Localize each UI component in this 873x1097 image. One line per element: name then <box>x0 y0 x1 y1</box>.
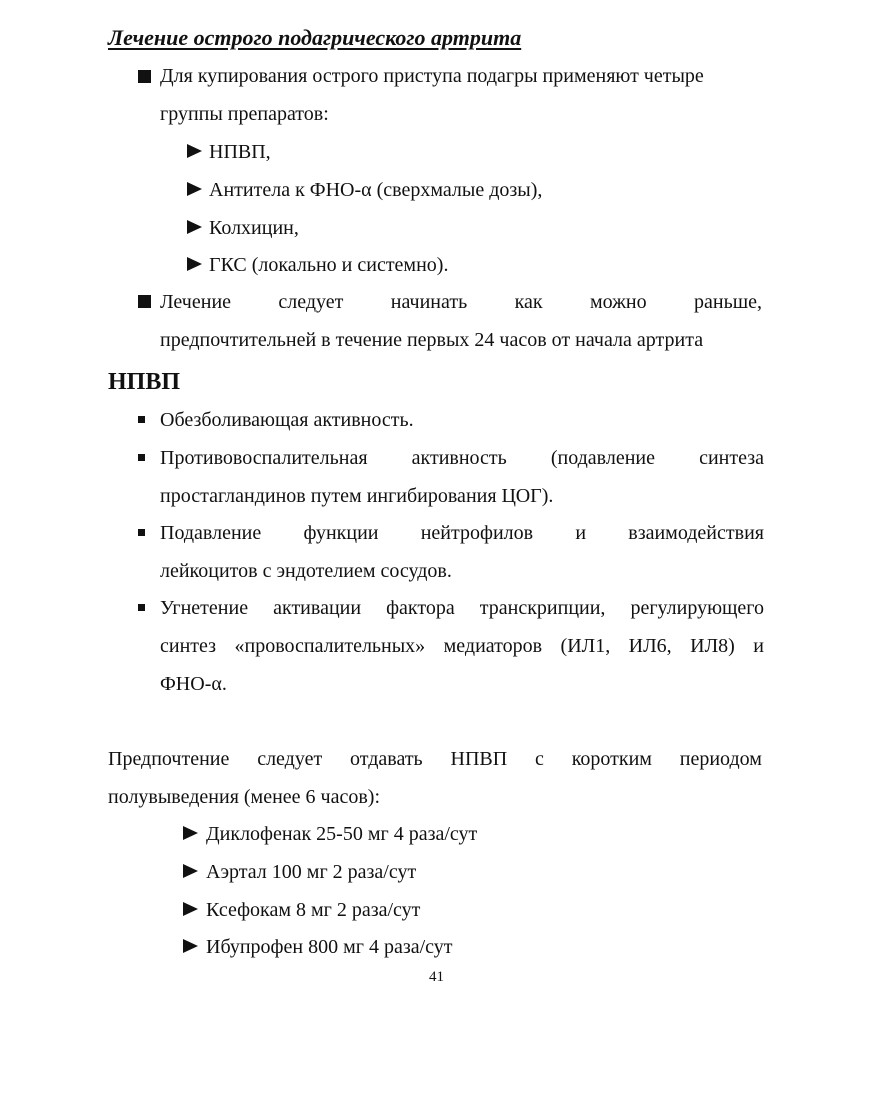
word: медиаторов <box>443 635 543 657</box>
paragraph-line: Для купирования острого приступа подагры применяют четыре <box>160 65 704 87</box>
word: синтез <box>160 635 217 657</box>
paragraph-line: Обезболивающая активность. <box>160 409 414 431</box>
paragraph-line: полувыведения (менее 6 часов): <box>108 786 381 808</box>
word: раньше, <box>694 291 762 313</box>
arrow-bullet-icon <box>187 182 202 196</box>
list-item: НПВП, <box>209 141 271 163</box>
justified-line <box>160 521 764 545</box>
word: следует <box>278 291 344 313</box>
justified-line <box>160 446 764 470</box>
paragraph-line: простагландинов путем ингибирования ЦОГ). <box>160 485 554 507</box>
word: транскрипции, <box>479 597 606 619</box>
drug-list-item: Ксефокам 8 мг 2 раза/сут <box>206 899 421 921</box>
word: отдавать <box>350 748 423 770</box>
justified-line <box>160 290 762 314</box>
word: НПВП <box>450 748 508 770</box>
paragraph-line: предпочтительней в течение первых 24 часов от начала артрита <box>160 329 704 351</box>
word: Противовоспалительная <box>160 447 368 469</box>
word: и <box>753 635 764 657</box>
word: Угнетение <box>160 597 249 619</box>
arrow-bullet-icon <box>187 144 202 158</box>
word: нейтрофилов <box>420 522 534 544</box>
word: активность <box>411 447 507 469</box>
square-bullet-icon <box>138 70 151 83</box>
word: как <box>514 291 543 313</box>
word: (подавление <box>550 447 656 469</box>
paragraph-line: ФНО-α. <box>160 673 227 695</box>
word: Лечение <box>160 291 232 313</box>
arrow-bullet-icon <box>187 257 202 271</box>
word: функции <box>303 522 379 544</box>
word: следует <box>257 748 323 770</box>
justified-line <box>160 634 764 658</box>
word: коротким <box>571 748 652 770</box>
justified-line <box>108 747 762 771</box>
page-number: 41 <box>429 969 444 985</box>
word: периодом <box>679 748 762 770</box>
word: можно <box>589 291 647 313</box>
word: ИЛ6, <box>628 635 672 657</box>
small-square-bullet-icon <box>138 604 145 611</box>
word: с <box>534 748 544 770</box>
arrow-bullet-icon <box>183 864 198 878</box>
word: регулирующего <box>630 597 764 619</box>
drug-list-item: Ибупрофен 800 мг 4 раза/сут <box>206 936 453 958</box>
small-square-bullet-icon <box>138 416 145 423</box>
paragraph-line: лейкоцитов с эндотелием сосудов. <box>160 560 452 582</box>
justified-line <box>160 596 764 620</box>
arrow-bullet-icon <box>187 220 202 234</box>
paragraph-line: группы препаратов: <box>160 103 329 125</box>
word: «провоспалительных» <box>234 635 426 657</box>
list-item: Антитела к ФНО-α (сверхмалые дозы), <box>209 179 543 201</box>
word: фактора <box>386 597 455 619</box>
word: активации <box>273 597 362 619</box>
word: ИЛ8) <box>690 635 735 657</box>
arrow-bullet-icon <box>183 826 198 840</box>
list-item: Колхицин, <box>209 217 299 239</box>
list-item: ГКС (локально и системно). <box>209 254 449 276</box>
word: (ИЛ1, <box>560 635 611 657</box>
drug-list-item: Диклофенак 25-50 мг 4 раза/сут <box>206 823 478 845</box>
square-bullet-icon <box>138 295 151 308</box>
arrow-bullet-icon <box>183 902 198 916</box>
word: начинать <box>390 291 468 313</box>
word: синтеза <box>699 447 764 469</box>
section-heading: НПВП <box>108 369 181 395</box>
word: взаимодействия <box>628 522 764 544</box>
small-square-bullet-icon <box>138 529 145 536</box>
page-title: Лечение острого подагрического артрита <box>108 25 522 50</box>
drug-list-item: Аэртал 100 мг 2 раза/сут <box>206 861 417 883</box>
word: Предпочтение <box>108 748 230 770</box>
small-square-bullet-icon <box>138 454 145 461</box>
word: и <box>575 522 587 544</box>
word: Подавление <box>160 522 262 544</box>
arrow-bullet-icon <box>183 939 198 953</box>
